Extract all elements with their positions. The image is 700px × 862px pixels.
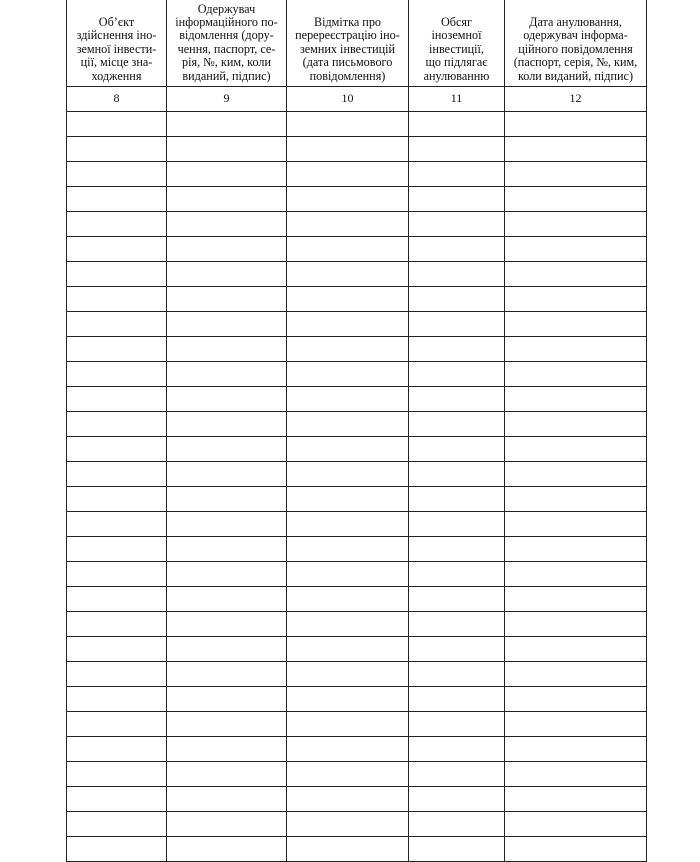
table-cell: [409, 787, 505, 812]
table-cell: [505, 837, 647, 862]
table-row: [67, 212, 647, 237]
table-cell: [287, 637, 409, 662]
table-cell: [167, 712, 287, 737]
table-cell: [287, 437, 409, 462]
table-cell: [287, 512, 409, 537]
table-cell: [505, 237, 647, 262]
table-row: [67, 787, 647, 812]
table-cell: [409, 462, 505, 487]
table-cell: [287, 237, 409, 262]
table-cell: [167, 787, 287, 812]
table-cell: [167, 762, 287, 787]
table-cell: [67, 237, 167, 262]
table-row: [67, 812, 647, 837]
table-row: [67, 587, 647, 612]
table-cell: [505, 562, 647, 587]
table-cell: [67, 162, 167, 187]
table-cell: [287, 337, 409, 362]
table-row: [67, 312, 647, 337]
table-cell: [67, 437, 167, 462]
table-cell: [67, 337, 167, 362]
table-cell: [409, 837, 505, 862]
table-cell: [409, 412, 505, 437]
table-cell: [67, 512, 167, 537]
table-row: [67, 362, 647, 387]
table-cell: [505, 437, 647, 462]
table-cell: [167, 637, 287, 662]
table-cell: [287, 812, 409, 837]
table-cell: [287, 737, 409, 762]
header-investment-object-text: Об’єкт здійснення іно- земної інвести- ції, місце зна- ходження: [76, 14, 157, 83]
table-cell: [287, 837, 409, 862]
header-investment-object: [67, 0, 167, 87]
table-cell: [167, 537, 287, 562]
table-row: [67, 387, 647, 412]
table-row: [67, 262, 647, 287]
table-cell: [409, 562, 505, 587]
table-cell: [67, 462, 167, 487]
table-cell: [409, 512, 505, 537]
table-cell: [287, 687, 409, 712]
table-cell: [287, 287, 409, 312]
table-cell: [67, 837, 167, 862]
table-cell: [67, 287, 167, 312]
table-cell: [67, 737, 167, 762]
table-cell: [505, 187, 647, 212]
table-cell: [409, 212, 505, 237]
table-cell: [167, 662, 287, 687]
table-cell: [167, 337, 287, 362]
table-cell: [505, 737, 647, 762]
table-cell: [67, 637, 167, 662]
table-cell: [409, 262, 505, 287]
column-number-8: 8: [67, 87, 167, 112]
table-row: [67, 712, 647, 737]
table-cell: [167, 212, 287, 237]
table-cell: [287, 587, 409, 612]
table-row: [67, 762, 647, 787]
header-reregistration-mark: [287, 0, 409, 87]
table-row: [67, 612, 647, 637]
table-cell: [409, 437, 505, 462]
table-row: [67, 662, 647, 687]
table-cell: [287, 362, 409, 387]
table-cell: [167, 562, 287, 587]
column-number-12: 12: [505, 87, 647, 112]
header-notice-recipient: [167, 0, 287, 87]
column-number-11: 11: [409, 87, 505, 112]
table-cell: [287, 762, 409, 787]
table-cell: [505, 287, 647, 312]
table-cell: [67, 762, 167, 787]
table-row: [67, 187, 647, 212]
table-cell: [505, 712, 647, 737]
table-cell: [287, 462, 409, 487]
table-cell: [287, 562, 409, 587]
table-cell: [67, 812, 167, 837]
table-cell: [167, 487, 287, 512]
table-cell: [409, 362, 505, 387]
table-cell: [505, 262, 647, 287]
table-cell: [409, 762, 505, 787]
table-cell: [67, 137, 167, 162]
table-cell: [409, 187, 505, 212]
table-cell: [167, 687, 287, 712]
table-cell: [505, 212, 647, 237]
header-reregistration-mark-text: Відмітка про перереєстрацію іно- земних інвестицій (дата письмового повідомлення): [295, 14, 400, 83]
table-cell: [67, 787, 167, 812]
header-investment-volume-text: Обсяг іноземної інвестиції, що підлягає анулюванню: [423, 14, 490, 83]
table-cell: [287, 662, 409, 687]
table-cell: [409, 237, 505, 262]
table-cell: [287, 212, 409, 237]
table-cell: [167, 137, 287, 162]
table-cell: [67, 362, 167, 387]
table-row: [67, 687, 647, 712]
table-cell: [167, 587, 287, 612]
table-cell: [409, 162, 505, 187]
column-number-9: 9: [167, 87, 287, 112]
table-cell: [409, 387, 505, 412]
table-cell: [505, 362, 647, 387]
table-cell: [505, 762, 647, 787]
table-cell: [167, 362, 287, 387]
table-cell: [287, 537, 409, 562]
header-cancellation-date-text: Дата анулювання, одержувач інформа- ційного повідомлення (паспорт, серія, №, ким, коли виданий, підпис): [513, 14, 638, 83]
table-cell: [167, 112, 287, 137]
table-row: [67, 737, 647, 762]
table-row: [67, 562, 647, 587]
table-cell: [409, 537, 505, 562]
header-notice-recipient-text: Одержувач інформаційного по- відомлення (дору- чення, паспорт, се- рія, №, ким, коли виданий, підпис): [175, 1, 278, 83]
table-cell: [67, 387, 167, 412]
table-cell: [287, 312, 409, 337]
table-cell: [167, 412, 287, 437]
table-cell: [67, 612, 167, 637]
table-cell: [505, 337, 647, 362]
table-row: [67, 637, 647, 662]
table-cell: [505, 512, 647, 537]
table-cell: [67, 662, 167, 687]
table-cell: [409, 687, 505, 712]
table-cell: [505, 137, 647, 162]
table-cell: [67, 187, 167, 212]
table-cell: [505, 537, 647, 562]
table-cell: [505, 312, 647, 337]
column-number-row: [67, 87, 647, 112]
table-cell: [167, 262, 287, 287]
table-cell: [167, 612, 287, 637]
table-row: [67, 512, 647, 537]
table-cell: [409, 712, 505, 737]
table-cell: [409, 737, 505, 762]
table-cell: [505, 662, 647, 687]
table-row: [67, 337, 647, 362]
table-cell: [505, 112, 647, 137]
table-cell: [67, 112, 167, 137]
table-row: [67, 237, 647, 262]
table-cell: [409, 137, 505, 162]
header-investment-volume: [409, 0, 505, 87]
table-row: [67, 537, 647, 562]
table-cell: [505, 387, 647, 412]
table-row: [67, 137, 647, 162]
table-row: [67, 112, 647, 137]
table-row: [67, 487, 647, 512]
table-cell: [505, 612, 647, 637]
table-cell: [505, 462, 647, 487]
table-cell: [167, 387, 287, 412]
table-cell: [287, 712, 409, 737]
table-cell: [287, 162, 409, 187]
table-cell: [409, 612, 505, 637]
table-cell: [67, 312, 167, 337]
table-cell: [287, 262, 409, 287]
table-cell: [167, 187, 287, 212]
table-cell: [167, 812, 287, 837]
table-cell: [167, 837, 287, 862]
table-cell: [505, 687, 647, 712]
table-cell: [505, 487, 647, 512]
table-cell: [505, 412, 647, 437]
header-cancellation-date: [505, 0, 647, 87]
table-cell: [167, 462, 287, 487]
table-cell: [167, 287, 287, 312]
table-cell: [505, 587, 647, 612]
column-number-10: 10: [287, 87, 409, 112]
table-cell: [67, 537, 167, 562]
table-body: [67, 87, 647, 862]
table-cell: [167, 512, 287, 537]
table-cell: [409, 662, 505, 687]
table-cell: [287, 787, 409, 812]
table-cell: [167, 437, 287, 462]
table-cell: [67, 562, 167, 587]
table-cell: [505, 637, 647, 662]
table-cell: [67, 412, 167, 437]
table-cell: [409, 112, 505, 137]
table-cell: [67, 487, 167, 512]
table-cell: [409, 587, 505, 612]
table-row: [67, 837, 647, 862]
table-cell: [409, 637, 505, 662]
table-cell: [287, 112, 409, 137]
table-cell: [67, 687, 167, 712]
table-cell: [67, 262, 167, 287]
header-row: [67, 0, 647, 87]
table-cell: [409, 337, 505, 362]
table-cell: [167, 737, 287, 762]
table-cell: [409, 487, 505, 512]
table-cell: [409, 287, 505, 312]
table-cell: [287, 187, 409, 212]
table-header: [67, 0, 647, 87]
table-row: [67, 162, 647, 187]
table-row: [67, 287, 647, 312]
table-cell: [167, 312, 287, 337]
table-cell: [67, 212, 167, 237]
table-cell: [287, 612, 409, 637]
table-cell: [167, 237, 287, 262]
table-cell: [409, 812, 505, 837]
table-row: [67, 462, 647, 487]
table-cell: [67, 712, 167, 737]
table-cell: [505, 162, 647, 187]
table-cell: [505, 787, 647, 812]
table-cell: [287, 412, 409, 437]
table-cell: [67, 587, 167, 612]
table-row: [67, 412, 647, 437]
table-cell: [167, 162, 287, 187]
table-cell: [287, 387, 409, 412]
table-cell: [287, 487, 409, 512]
table-cell: [287, 137, 409, 162]
table-cell: [505, 812, 647, 837]
table-cell: [409, 312, 505, 337]
table-row: [67, 437, 647, 462]
investment-register-table: [66, 0, 647, 862]
